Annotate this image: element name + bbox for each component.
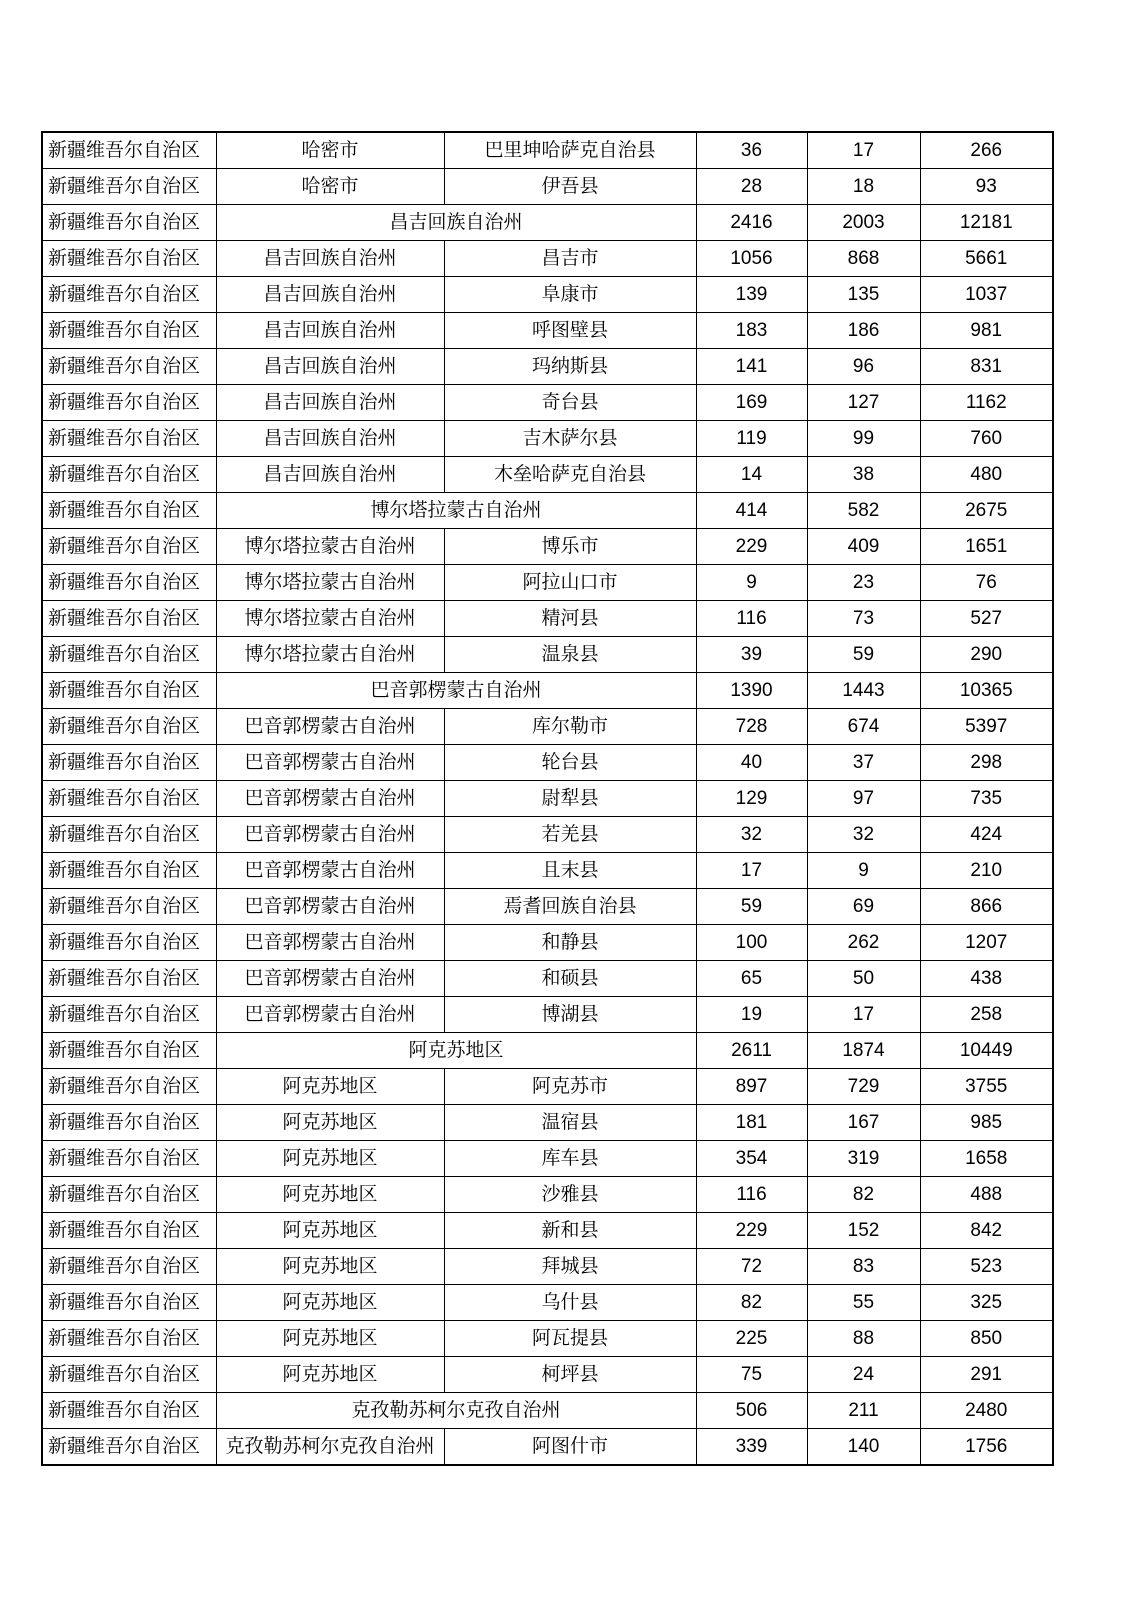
value-col3-cell: 266 [920, 132, 1053, 169]
county-cell: 且末县 [444, 853, 696, 889]
table-row [42, 745, 1053, 781]
province-cell: 新疆维吾尔自治区 [42, 277, 216, 313]
value-col2-cell: 97 [807, 781, 920, 817]
county-cell: 阿克苏市 [444, 1069, 696, 1105]
value-col2-cell: 50 [807, 961, 920, 997]
value-col1-cell: 32 [696, 817, 807, 853]
value-col3-cell: 10365 [920, 673, 1053, 709]
table-row [42, 1321, 1053, 1357]
province-cell: 新疆维吾尔自治区 [42, 457, 216, 493]
province-cell: 新疆维吾尔自治区 [42, 1105, 216, 1141]
value-col3-cell: 1162 [920, 385, 1053, 421]
prefecture-cell: 昌吉回族自治州 [216, 457, 444, 493]
prefecture-cell: 哈密市 [216, 169, 444, 205]
prefecture-cell: 阿克苏地区 [216, 1105, 444, 1141]
prefecture-cell: 博尔塔拉蒙古自治州 [216, 565, 444, 601]
value-col3-cell: 1658 [920, 1141, 1053, 1177]
table-row [42, 889, 1053, 925]
county-cell: 拜城县 [444, 1249, 696, 1285]
value-col1-cell: 354 [696, 1141, 807, 1177]
county-cell: 库车县 [444, 1141, 696, 1177]
province-cell: 新疆维吾尔自治区 [42, 1357, 216, 1393]
table-row [42, 1357, 1053, 1393]
value-col1-cell: 728 [696, 709, 807, 745]
county-cell: 奇台县 [444, 385, 696, 421]
value-col1-cell: 414 [696, 493, 807, 529]
value-col1-cell: 119 [696, 421, 807, 457]
table-row [42, 817, 1053, 853]
value-col1-cell: 116 [696, 601, 807, 637]
table-row [42, 457, 1053, 493]
county-cell: 沙雅县 [444, 1177, 696, 1213]
prefecture-cell: 阿克苏地区 [216, 1285, 444, 1321]
value-col1-cell: 14 [696, 457, 807, 493]
value-col1-cell: 506 [696, 1393, 807, 1429]
prefecture-subtotal-cell: 博尔塔拉蒙古自治州 [216, 493, 696, 529]
county-cell: 阜康市 [444, 277, 696, 313]
value-col1-cell: 116 [696, 1177, 807, 1213]
value-col1-cell: 139 [696, 277, 807, 313]
value-col3-cell: 488 [920, 1177, 1053, 1213]
value-col3-cell: 981 [920, 313, 1053, 349]
value-col2-cell: 17 [807, 997, 920, 1033]
province-cell: 新疆维吾尔自治区 [42, 925, 216, 961]
value-col1-cell: 82 [696, 1285, 807, 1321]
table-row [42, 277, 1053, 313]
value-col1-cell: 75 [696, 1357, 807, 1393]
table-row [42, 925, 1053, 961]
county-cell: 昌吉市 [444, 241, 696, 277]
table-row [42, 421, 1053, 457]
county-cell: 若羌县 [444, 817, 696, 853]
province-cell: 新疆维吾尔自治区 [42, 1285, 216, 1321]
value-col2-cell: 186 [807, 313, 920, 349]
county-cell: 呼图壁县 [444, 313, 696, 349]
value-col3-cell: 866 [920, 889, 1053, 925]
table-row [42, 1177, 1053, 1213]
province-cell: 新疆维吾尔自治区 [42, 817, 216, 853]
province-cell: 新疆维吾尔自治区 [42, 709, 216, 745]
table-row [42, 1033, 1053, 1069]
value-col2-cell: 17 [807, 132, 920, 169]
value-col1-cell: 9 [696, 565, 807, 601]
table-row [42, 781, 1053, 817]
county-cell: 博湖县 [444, 997, 696, 1033]
prefecture-cell: 巴音郭楞蒙古自治州 [216, 961, 444, 997]
prefecture-subtotal-cell: 巴音郭楞蒙古自治州 [216, 673, 696, 709]
table-row [42, 1105, 1053, 1141]
value-col2-cell: 1443 [807, 673, 920, 709]
province-cell: 新疆维吾尔自治区 [42, 637, 216, 673]
province-cell: 新疆维吾尔自治区 [42, 1069, 216, 1105]
value-col2-cell: 69 [807, 889, 920, 925]
value-col2-cell: 55 [807, 1285, 920, 1321]
table-row [42, 313, 1053, 349]
value-col3-cell: 5661 [920, 241, 1053, 277]
value-col1-cell: 169 [696, 385, 807, 421]
county-cell: 温泉县 [444, 637, 696, 673]
county-cell: 巴里坤哈萨克自治县 [444, 132, 696, 169]
province-cell: 新疆维吾尔自治区 [42, 421, 216, 457]
table-row [42, 637, 1053, 673]
county-cell: 和静县 [444, 925, 696, 961]
value-col1-cell: 72 [696, 1249, 807, 1285]
table-row [42, 169, 1053, 205]
value-col3-cell: 210 [920, 853, 1053, 889]
value-col3-cell: 12181 [920, 205, 1053, 241]
value-col1-cell: 2416 [696, 205, 807, 241]
value-col3-cell: 298 [920, 745, 1053, 781]
prefecture-cell: 巴音郭楞蒙古自治州 [216, 925, 444, 961]
prefecture-cell: 昌吉回族自治州 [216, 313, 444, 349]
province-cell: 新疆维吾尔自治区 [42, 889, 216, 925]
county-cell: 吉木萨尔县 [444, 421, 696, 457]
table-row [42, 349, 1053, 385]
county-cell: 和硕县 [444, 961, 696, 997]
value-col1-cell: 39 [696, 637, 807, 673]
prefecture-subtotal-cell: 阿克苏地区 [216, 1033, 696, 1069]
table-row [42, 1249, 1053, 1285]
county-cell: 焉耆回族自治县 [444, 889, 696, 925]
county-cell: 库尔勒市 [444, 709, 696, 745]
prefecture-subtotal-cell: 昌吉回族自治州 [216, 205, 696, 241]
prefecture-cell: 博尔塔拉蒙古自治州 [216, 601, 444, 637]
table-row [42, 1213, 1053, 1249]
table-row [42, 241, 1053, 277]
county-cell: 柯坪县 [444, 1357, 696, 1393]
value-col1-cell: 2611 [696, 1033, 807, 1069]
province-cell: 新疆维吾尔自治区 [42, 1321, 216, 1357]
value-col3-cell: 3755 [920, 1069, 1053, 1105]
table-row [42, 1393, 1053, 1429]
value-col1-cell: 40 [696, 745, 807, 781]
prefecture-cell: 巴音郭楞蒙古自治州 [216, 889, 444, 925]
value-col3-cell: 850 [920, 1321, 1053, 1357]
value-col1-cell: 225 [696, 1321, 807, 1357]
table-row [42, 997, 1053, 1033]
province-cell: 新疆维吾尔自治区 [42, 1249, 216, 1285]
prefecture-cell: 巴音郭楞蒙古自治州 [216, 745, 444, 781]
prefecture-cell: 巴音郭楞蒙古自治州 [216, 853, 444, 889]
province-cell: 新疆维吾尔自治区 [42, 205, 216, 241]
prefecture-cell: 阿克苏地区 [216, 1141, 444, 1177]
value-col2-cell: 99 [807, 421, 920, 457]
value-col1-cell: 183 [696, 313, 807, 349]
value-col3-cell: 325 [920, 1285, 1053, 1321]
value-col2-cell: 88 [807, 1321, 920, 1357]
value-col2-cell: 32 [807, 817, 920, 853]
prefecture-subtotal-cell: 克孜勒苏柯尔克孜自治州 [216, 1393, 696, 1429]
table-row [42, 601, 1053, 637]
value-col1-cell: 65 [696, 961, 807, 997]
county-cell: 阿瓦提县 [444, 1321, 696, 1357]
prefecture-cell: 昌吉回族自治州 [216, 241, 444, 277]
value-col3-cell: 1756 [920, 1429, 1053, 1466]
value-col3-cell: 291 [920, 1357, 1053, 1393]
county-cell: 阿图什市 [444, 1429, 696, 1466]
value-col3-cell: 760 [920, 421, 1053, 457]
value-col1-cell: 1056 [696, 241, 807, 277]
province-cell: 新疆维吾尔自治区 [42, 997, 216, 1033]
value-col3-cell: 5397 [920, 709, 1053, 745]
value-col2-cell: 18 [807, 169, 920, 205]
value-col2-cell: 582 [807, 493, 920, 529]
prefecture-cell: 博尔塔拉蒙古自治州 [216, 637, 444, 673]
table-row [42, 1285, 1053, 1321]
value-col1-cell: 28 [696, 169, 807, 205]
county-cell: 尉犁县 [444, 781, 696, 817]
prefecture-cell: 哈密市 [216, 132, 444, 169]
value-col3-cell: 480 [920, 457, 1053, 493]
value-col3-cell: 2480 [920, 1393, 1053, 1429]
statistics-table [41, 131, 1054, 1466]
value-col3-cell: 831 [920, 349, 1053, 385]
value-col2-cell: 1874 [807, 1033, 920, 1069]
prefecture-cell: 阿克苏地区 [216, 1069, 444, 1105]
value-col2-cell: 2003 [807, 205, 920, 241]
province-cell: 新疆维吾尔自治区 [42, 169, 216, 205]
value-col2-cell: 211 [807, 1393, 920, 1429]
county-cell: 阿拉山口市 [444, 565, 696, 601]
table-row [42, 565, 1053, 601]
value-col3-cell: 523 [920, 1249, 1053, 1285]
value-col3-cell: 290 [920, 637, 1053, 673]
prefecture-cell: 昌吉回族自治州 [216, 277, 444, 313]
table-row [42, 1141, 1053, 1177]
value-col2-cell: 674 [807, 709, 920, 745]
value-col1-cell: 59 [696, 889, 807, 925]
province-cell: 新疆维吾尔自治区 [42, 1429, 216, 1466]
value-col1-cell: 141 [696, 349, 807, 385]
value-col2-cell: 127 [807, 385, 920, 421]
province-cell: 新疆维吾尔自治区 [42, 781, 216, 817]
value-col2-cell: 23 [807, 565, 920, 601]
province-cell: 新疆维吾尔自治区 [42, 601, 216, 637]
value-col2-cell: 319 [807, 1141, 920, 1177]
prefecture-cell: 昌吉回族自治州 [216, 385, 444, 421]
table-row [42, 205, 1053, 241]
value-col2-cell: 24 [807, 1357, 920, 1393]
county-cell: 新和县 [444, 1213, 696, 1249]
county-cell: 木垒哈萨克自治县 [444, 457, 696, 493]
county-cell: 博乐市 [444, 529, 696, 565]
prefecture-cell: 阿克苏地区 [216, 1213, 444, 1249]
table-row [42, 1429, 1053, 1466]
value-col2-cell: 37 [807, 745, 920, 781]
province-cell: 新疆维吾尔自治区 [42, 313, 216, 349]
prefecture-cell: 克孜勒苏柯尔克孜自治州 [216, 1429, 444, 1466]
table-row [42, 709, 1053, 745]
table-row [42, 673, 1053, 709]
value-col2-cell: 729 [807, 1069, 920, 1105]
county-cell: 精河县 [444, 601, 696, 637]
table-row [42, 853, 1053, 889]
value-col1-cell: 181 [696, 1105, 807, 1141]
value-col1-cell: 1390 [696, 673, 807, 709]
value-col2-cell: 135 [807, 277, 920, 313]
prefecture-cell: 巴音郭楞蒙古自治州 [216, 817, 444, 853]
value-col2-cell: 409 [807, 529, 920, 565]
value-col1-cell: 339 [696, 1429, 807, 1466]
prefecture-cell: 昌吉回族自治州 [216, 349, 444, 385]
province-cell: 新疆维吾尔自治区 [42, 241, 216, 277]
value-col1-cell: 229 [696, 529, 807, 565]
value-col3-cell: 76 [920, 565, 1053, 601]
province-cell: 新疆维吾尔自治区 [42, 529, 216, 565]
province-cell: 新疆维吾尔自治区 [42, 1393, 216, 1429]
prefecture-cell: 巴音郭楞蒙古自治州 [216, 709, 444, 745]
table-row [42, 1069, 1053, 1105]
province-cell: 新疆维吾尔自治区 [42, 1177, 216, 1213]
province-cell: 新疆维吾尔自治区 [42, 1213, 216, 1249]
table-row [42, 132, 1053, 169]
province-cell: 新疆维吾尔自治区 [42, 493, 216, 529]
value-col2-cell: 868 [807, 241, 920, 277]
value-col3-cell: 1651 [920, 529, 1053, 565]
value-col2-cell: 262 [807, 925, 920, 961]
prefecture-cell: 阿克苏地区 [216, 1321, 444, 1357]
value-col2-cell: 82 [807, 1177, 920, 1213]
prefecture-cell: 阿克苏地区 [216, 1357, 444, 1393]
prefecture-cell: 阿克苏地区 [216, 1177, 444, 1213]
value-col3-cell: 10449 [920, 1033, 1053, 1069]
province-cell: 新疆维吾尔自治区 [42, 673, 216, 709]
table-row [42, 961, 1053, 997]
province-cell: 新疆维吾尔自治区 [42, 349, 216, 385]
province-cell: 新疆维吾尔自治区 [42, 745, 216, 781]
prefecture-cell: 博尔塔拉蒙古自治州 [216, 529, 444, 565]
value-col3-cell: 424 [920, 817, 1053, 853]
value-col3-cell: 2675 [920, 493, 1053, 529]
value-col2-cell: 38 [807, 457, 920, 493]
value-col3-cell: 527 [920, 601, 1053, 637]
prefecture-cell: 阿克苏地区 [216, 1249, 444, 1285]
province-cell: 新疆维吾尔自治区 [42, 132, 216, 169]
value-col3-cell: 842 [920, 1213, 1053, 1249]
province-cell: 新疆维吾尔自治区 [42, 853, 216, 889]
prefecture-cell: 昌吉回族自治州 [216, 421, 444, 457]
value-col1-cell: 17 [696, 853, 807, 889]
value-col3-cell: 1037 [920, 277, 1053, 313]
value-col2-cell: 140 [807, 1429, 920, 1466]
county-cell: 伊吾县 [444, 169, 696, 205]
value-col1-cell: 19 [696, 997, 807, 1033]
value-col2-cell: 73 [807, 601, 920, 637]
province-cell: 新疆维吾尔自治区 [42, 385, 216, 421]
value-col3-cell: 93 [920, 169, 1053, 205]
value-col3-cell: 1207 [920, 925, 1053, 961]
county-cell: 玛纳斯县 [444, 349, 696, 385]
value-col2-cell: 96 [807, 349, 920, 385]
value-col1-cell: 129 [696, 781, 807, 817]
table-row [42, 493, 1053, 529]
value-col1-cell: 100 [696, 925, 807, 961]
value-col2-cell: 83 [807, 1249, 920, 1285]
province-cell: 新疆维吾尔自治区 [42, 961, 216, 997]
value-col2-cell: 167 [807, 1105, 920, 1141]
county-cell: 轮台县 [444, 745, 696, 781]
value-col3-cell: 735 [920, 781, 1053, 817]
county-cell: 温宿县 [444, 1105, 696, 1141]
value-col3-cell: 258 [920, 997, 1053, 1033]
county-cell: 乌什县 [444, 1285, 696, 1321]
value-col2-cell: 9 [807, 853, 920, 889]
value-col3-cell: 985 [920, 1105, 1053, 1141]
prefecture-cell: 巴音郭楞蒙古自治州 [216, 781, 444, 817]
value-col1-cell: 897 [696, 1069, 807, 1105]
table-row [42, 385, 1053, 421]
table-body [42, 132, 1053, 1465]
province-cell: 新疆维吾尔自治区 [42, 565, 216, 601]
value-col2-cell: 152 [807, 1213, 920, 1249]
table-row [42, 529, 1053, 565]
value-col1-cell: 36 [696, 132, 807, 169]
prefecture-cell: 巴音郭楞蒙古自治州 [216, 997, 444, 1033]
province-cell: 新疆维吾尔自治区 [42, 1141, 216, 1177]
value-col1-cell: 229 [696, 1213, 807, 1249]
province-cell: 新疆维吾尔自治区 [42, 1033, 216, 1069]
value-col2-cell: 59 [807, 637, 920, 673]
value-col3-cell: 438 [920, 961, 1053, 997]
